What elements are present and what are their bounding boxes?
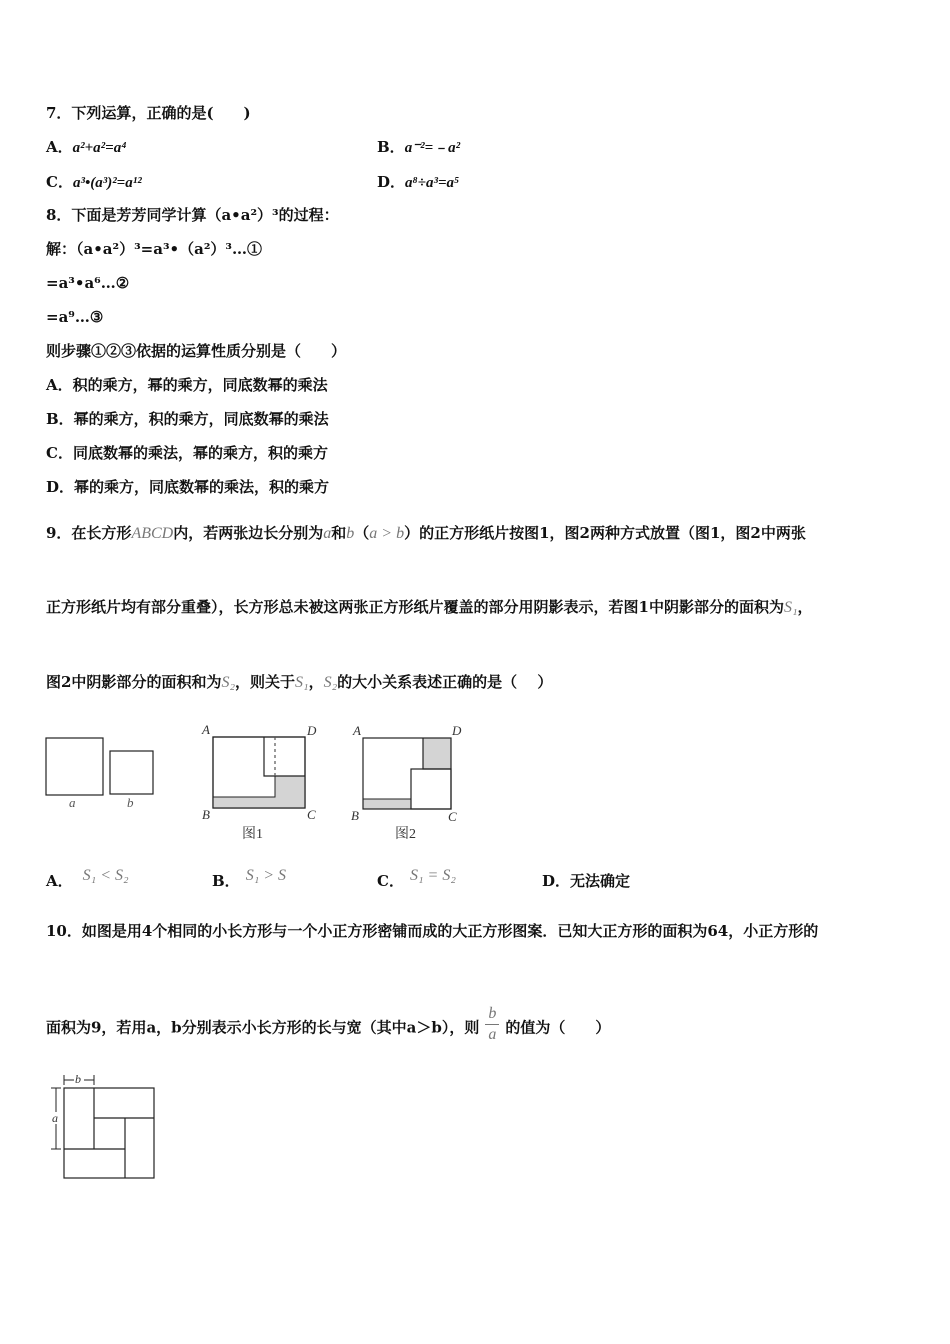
fig2-label-a: A [353, 723, 361, 738]
fig1-caption: 图1 [242, 827, 263, 842]
figure-2-shaded-top [423, 738, 451, 769]
q10-figure [44, 1068, 164, 1183]
fig2-label-c: C [448, 809, 457, 824]
q9-line-3: 图2中阴影部分的面积和为S₂，则关于S₁，S₂的大小关系表述正确的是（ ） [46, 673, 553, 691]
q10-label-b: b [75, 1072, 81, 1086]
fig1-label-d: D [307, 723, 317, 738]
q9-option-d: D．无法确定 [542, 872, 631, 890]
q8-option-c: C．同底数幂的乘法，幂的乘方，积的乘方 [46, 444, 328, 462]
q8-option-b: B．幂的乘方，积的乘方，同底数幂的乘法 [46, 410, 329, 428]
q8-option-d: D．幂的乘方，同底数幂的乘法，积的乘方 [46, 478, 330, 496]
q9-line-2: 正方形纸片均有部分重叠），长方形总未被这两张正方形纸片覆盖的部分用阴影表示，若图1中阴影部分的面积为S₁， [46, 598, 813, 616]
square-b-label: b [127, 795, 134, 810]
q10-line-2: 面积为9，若用a，b分别表示小长方形的长与宽（其中a＞b），则 $\frac{b}{a}$ 的值为（ ） [46, 1005, 611, 1043]
fig2-label-d: D [452, 723, 462, 738]
q8-stem: 8．下面是芳芳同学计算（a•a²）³的过程： [46, 206, 339, 224]
square-b [110, 751, 153, 794]
fig1-label-b: B [202, 807, 210, 822]
q7-option-c: C．a³•(a³)²=a¹² [46, 173, 142, 191]
q7-option-b: B．a⁻²=﹣a² [377, 138, 461, 156]
q9-figure [40, 718, 480, 848]
figure-1 [201, 722, 317, 842]
q7-option-d: D．a⁸÷a³=a⁵ [377, 173, 460, 191]
q10-fraction: $\frac{b}{a}$ [485, 1004, 499, 1045]
q7-option-a: A．a²+a²=a⁴ [46, 138, 127, 156]
fig1-label-a: A [202, 722, 210, 737]
fig2-caption: 图2 [395, 827, 416, 842]
q10-label-a: a [52, 1111, 58, 1125]
q9-option-b: B． S₁ > S [212, 867, 287, 890]
q9-option-a: A． S₁ < S₂ [46, 867, 129, 890]
figure-2 [351, 723, 462, 842]
q8-question: 则步骤①②③依据的运算性质分别是（ ） [46, 342, 347, 360]
q8-step-3: =a⁹…③ [46, 308, 104, 326]
q10-line-1: 10．如图是用4个相同的小长方形与一个小正方形密铺而成的大正方形图案．已知大正方形的面积为64，小正方形的 [46, 922, 819, 940]
square-a-label: a [69, 795, 76, 810]
figure-2-shaded-bottom [363, 799, 411, 809]
q9-option-c: C． S₁ = S₂ [377, 867, 456, 890]
q8-option-a: A．积的乘方，幂的乘方，同底数幂的乘法 [46, 376, 328, 394]
square-a [46, 738, 103, 795]
q8-step-2: =a³•a⁶…② [46, 274, 130, 292]
fig2-label-b: B [351, 808, 359, 823]
q9-line-1: 9．在长方形ABCD内，若两张边长分别为a和b（a > b）的正方形纸片按图1，图2两种方式放置（图1，图2中两张 [46, 524, 806, 542]
q8-step-1: 解：（a•a²）³=a³•（a²）³…① [46, 240, 262, 258]
q7-stem: 7．下列运算，正确的是( ) [46, 104, 251, 122]
fig1-label-c: C [307, 807, 316, 822]
